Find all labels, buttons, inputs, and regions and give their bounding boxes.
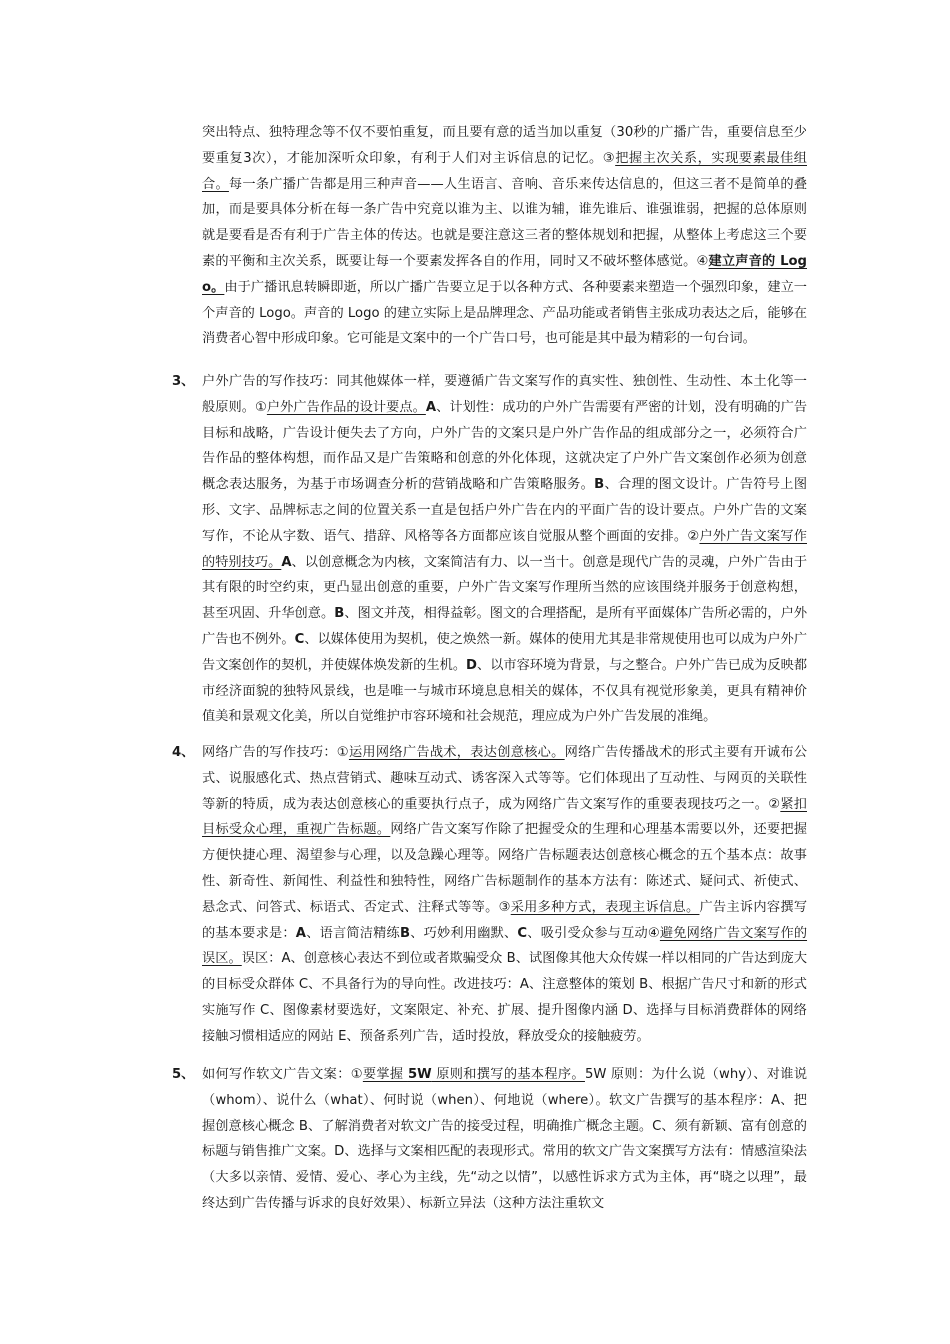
intro-paragraph	[202, 120, 807, 352]
item-3-text-7: 、以市容环境为背景，与之整合。户外广告已成为反映都市经济面貌的独特风景线，也是唯一与城市环境息息相关的媒体，不仅具有视觉形象美，更具有精神价值美和景观文化美，所以自觉维护市容环境和社会规范，理应成为户外广告发展的准绳。	[202, 657, 808, 725]
item-4-text-5: 、语言简洁精练	[305, 925, 400, 941]
item-4-paragraph	[202, 740, 807, 1050]
item-5-underline-1b: 5W	[407, 1067, 432, 1082]
item-3-text-3: 、合理的图文设计。广告符号上图形、文字、品牌标志之间的位置关系一直是包括户外广告在内的平面广告的设计要点。户外广告的文案写作，不论从字数、语气、措辞、风格等各方面都应该自觉服从整个画面的安排。②	[202, 477, 808, 544]
item-4-bold-3: C	[517, 925, 528, 941]
item-4-underline-2: 紧扣目标受众心理，重视广告标题。	[202, 796, 807, 838]
item-3-bold-2: B	[594, 477, 605, 493]
item-4-text-1: 网络广告的写作技巧：①	[202, 745, 349, 760]
item-3-text-1: 户外广告的写作技巧：同其他媒体一样，要遵循广告文案写作的真实性、独创性、生动性、本土化等一般原则。①	[202, 374, 807, 415]
item-5-underline-1a: 要掌握	[362, 1067, 408, 1082]
item-4-underline-3: 采用多种方式，表现主诉信息。	[510, 899, 700, 915]
intro-underline-2: 建立声音的 Logo。	[202, 253, 807, 295]
item-3-bold-5: C	[294, 631, 305, 647]
intro-text-2: 每一条广播广告都是用三种声音——人生语言、音响、音乐来传达信息的，但这三者不是简单的叠加，而是要具体分析在每一条广告中究竟以谁为主、以谁为辅，谁先谁后、谁强谁弱，把握的总体原则就是要看是否有利于广告主体的传达。也就是要注意这三者的整体规划和把握，从整体上考虑这三个要素的平衡和主次关系，既要让每一个要素发挥各自的作用，同时又不破坏整体感觉。④	[202, 176, 808, 269]
item-4-text-7: 、吸引受众参与互动④	[527, 925, 660, 941]
item-4-number: 4、	[172, 745, 195, 760]
item-3-paragraph	[202, 369, 807, 730]
item-3-text-2: 、计划性：成功的户外广告需要有严密的计划，没有明确的广告目标和战略，广告设计便失去了方向，户外广告的文案只是户外广告作品的组成部分之一，必须符合广告作品的整体构想，而作品又是广告策略和创意的外化体现，这就决定了户外广告文案创作必须为创意概念表达服务，为基于市场调查分析的营销战略和广告策略服务。	[202, 399, 808, 493]
item-5-text-2: 5W 原则：为什么说（why）、对谁说（whom）、说什么（what）、何时说（when）、何地说（where）。软文广告撰写的基本程序：A、把握创意核心概念 B、了解消费者对软文广告的接受过程，明确推广概念主题。C、须有新颖、富有创意的标题与销售推广文案。D、选择与文案相匹配的表现形式。常用的软文广告文案撰写方法有：情感渲染法（大多以亲情、爱情、爱心、孝心为主线，先“动之以情”，以感性诉求方式为主体，再“晓之以理”，最终达到广告传播与诉求的良好效果）、标新立异法（这种方法注重软文	[202, 1067, 808, 1211]
item-3-underline-2: 户外广告文案写作的特别技巧。	[202, 528, 807, 570]
item-5-number: 5、	[172, 1067, 195, 1082]
item-3-bold-4: B	[334, 606, 345, 622]
item-3-number: 3、	[172, 374, 195, 389]
item-4-underline-1: 运用网络广告战术，表达创意核心。	[348, 745, 565, 760]
item-3-bold-6: D	[466, 657, 477, 673]
item-4-underline-4: 避免网络广告文案写作的误区。	[202, 925, 808, 967]
item-3-text-4: 、以创意概念为内核，文案简洁有力、以一当十。创意是现代广告的灵魂，户外广告由于其有限的时空约束，更凸显出创意的重要，户外广告文案写作理所当然的应该围绕并服务于创意构想，甚至巩固、升华创意。	[202, 554, 808, 622]
item-4-bold-2: B	[399, 925, 411, 941]
item-4-text-3: 网络广告文案写作除了把握受众的生理和心理基本需要以外，还要把握方便快捷心理、渴望参与心理，以及急躁心理等。网络广告标题表达创意核心概念的五个基本点：故事性、新奇性、新闻性、利益性和独特性，网络广告标题制作的基本方法有：陈述式、疑问式、祈使式、悬念式、问答式、标语式、否定式、注释式等等。③	[202, 822, 808, 915]
intro-text-3: 由于广播讯息转瞬即逝，所以广播广告要立足于以各种方式、各种要素来塑造一个强烈印象，建立一个声音的 Logo。声音的 Logo 的建立实际上是品牌理念、产品功能或者销售主张成功表达之后，能够在消费者心智中形成印象。它可能是文案中的一个广告口号，也可能是其中最为精彩的一句台词。	[202, 279, 807, 347]
item-3-text-5: 、图文并茂，相得益彰。图文的合理搭配，是所有平面媒体广告所必需的，户外广告也不例外。	[202, 606, 808, 647]
item-5-paragraph	[202, 1062, 807, 1217]
intro-underline-1: 把握主次关系，实现要素最佳组合。	[202, 150, 807, 192]
item-4-text-2: 网络广告传播战术的形式主要有开诚布公式、说服感化式、热点营销式、趣味互动式、诱客深入式等等。它们体现出了互动性、与网页的关联性等新的特质，成为表达创意核心的重要执行点子，成为网络广告文案写作的重要表现技巧之一。②	[202, 745, 808, 812]
item-5-underline-1	[363, 1067, 585, 1082]
item-3-text-6: 、以媒体使用为契机，使之焕然一新。媒体的使用尤其是非常规使用也可以成为户外广告文案创作的契机，并使媒体焕发新的生机。	[202, 631, 808, 673]
item-3-underline-1: 户外广告作品的设计要点。	[266, 399, 426, 415]
item-4-text-6: 、巧妙利用幽默、	[410, 925, 518, 941]
item-4-text-4: 广告主诉内容撰写的基本要求是：	[202, 899, 808, 941]
item-3-bold-3: A	[281, 554, 292, 570]
item-4-text-8: 误区：A、创意核心表达不到位或者欺骗受众 B、试图像其他大众传媒一样以相同的广告达到庞大的目标受众群体 C、不具备行为的导向性。改进技巧：A、注意整体的策划 B、根据广告尺寸和新的形式实施写作 C、图像素材要选好，文案限定、补充、扩展、提升图像内涵 D、选择与目标消费群体的网络接触习惯相适应的网站 E、预备系列广告，适时投放，释放受众的接触疲劳。	[202, 951, 808, 1044]
item-4-bold-1: A	[295, 925, 306, 941]
item-5-text-1: 如何写作软文广告文案：①	[202, 1067, 363, 1082]
item-3-bold-1: A	[425, 399, 437, 415]
item-5-underline-1c: 原则和撰写的基本程序。	[431, 1067, 585, 1082]
intro-text-1: 突出特点、独特理念等不仅不要怕重复，而且要有意的适当加以重复（30秒的广播广告，重要信息至少要重复3次），才能加深听众印象，有利于人们对主诉信息的记忆。③	[202, 125, 807, 166]
